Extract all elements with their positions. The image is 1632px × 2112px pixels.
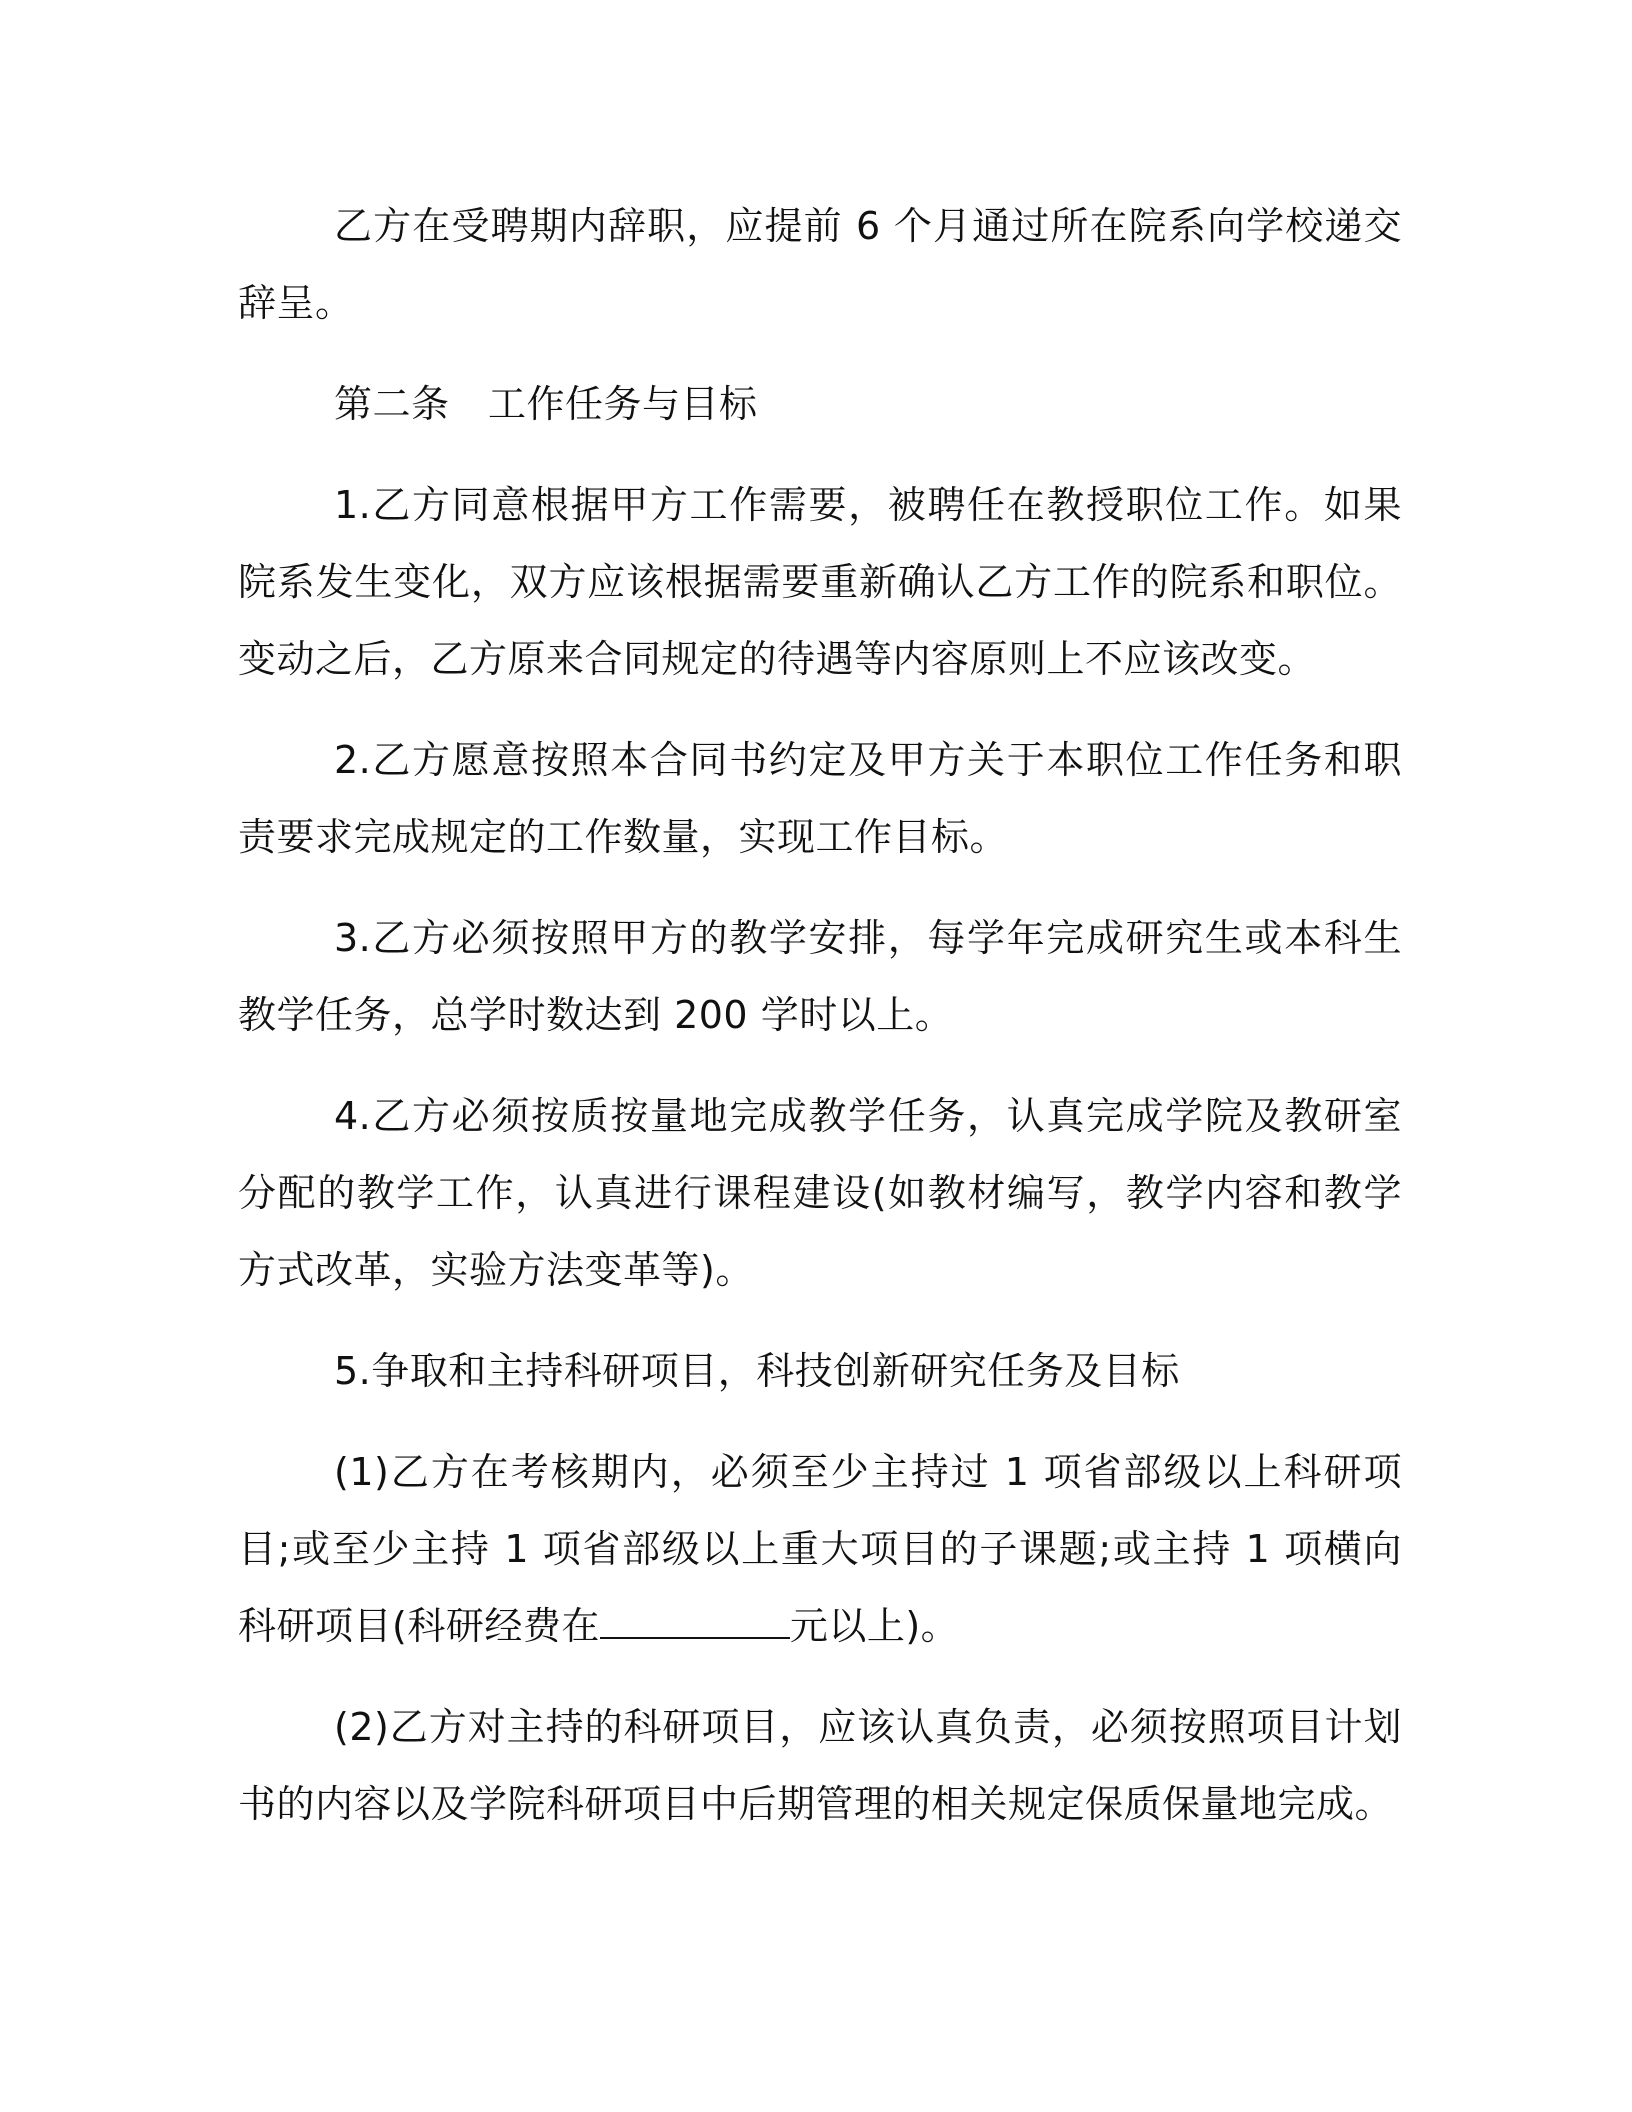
document-body bbox=[238, 188, 1402, 1867]
fill-in-blank bbox=[600, 1607, 790, 1639]
section-heading-article-2: 第二条 工作任务与目标 bbox=[334, 382, 758, 426]
paragraph-subitem-1 bbox=[238, 1434, 1402, 1665]
subitem-1-text: (1)乙方在考核期内，必须至少主持过 1 项省部级以上科研项目;或至少主持 1 项省部级以上重大项目的子课题;或主持 1 项横向科研项目(科研经费在 bbox=[238, 1450, 1402, 1648]
subitem-1-text-end: 元以上)。 bbox=[789, 1604, 960, 1648]
paragraph-item-5: 5.争取和主持科研项目，科技创新研究任务及目标 bbox=[334, 1349, 1180, 1393]
paragraph-subitem-2: (2)乙方对主持的科研项目，应该认真负责，必须按照项目计划书的内容以及学院科研项目中后期管理的相关规定保质保量地完成。 bbox=[238, 1705, 1402, 1826]
paragraph-item-3: 3.乙方必须按照甲方的教学安排，每学年完成研究生或本科生教学任务，总学时数达到 200 学时以上。 bbox=[238, 916, 1402, 1037]
paragraph-resignation: 乙方在受聘期内辞职，应提前 6 个月通过所在院系向学校递交辞呈。 bbox=[238, 204, 1402, 325]
paragraph-item-2: 2.乙方愿意按照本合同书约定及甲方关于本职位工作任务和职责要求完成规定的工作数量，实现工作目标。 bbox=[238, 738, 1402, 859]
paragraph-item-1: 1.乙方同意根据甲方工作需要，被聘任在教授职位工作。如果院系发生变化，双方应该根据需要重新确认乙方工作的院系和职位。变动之后，乙方原来合同规定的待遇等内容原则上不应该改变。 bbox=[238, 483, 1402, 681]
paragraph-item-4: 4.乙方必须按质按量地完成教学任务，认真完成学院及教研室分配的教学工作，认真进行课程建设(如教材编写，教学内容和教学方式改革，实验方法变革等)。 bbox=[238, 1094, 1402, 1292]
